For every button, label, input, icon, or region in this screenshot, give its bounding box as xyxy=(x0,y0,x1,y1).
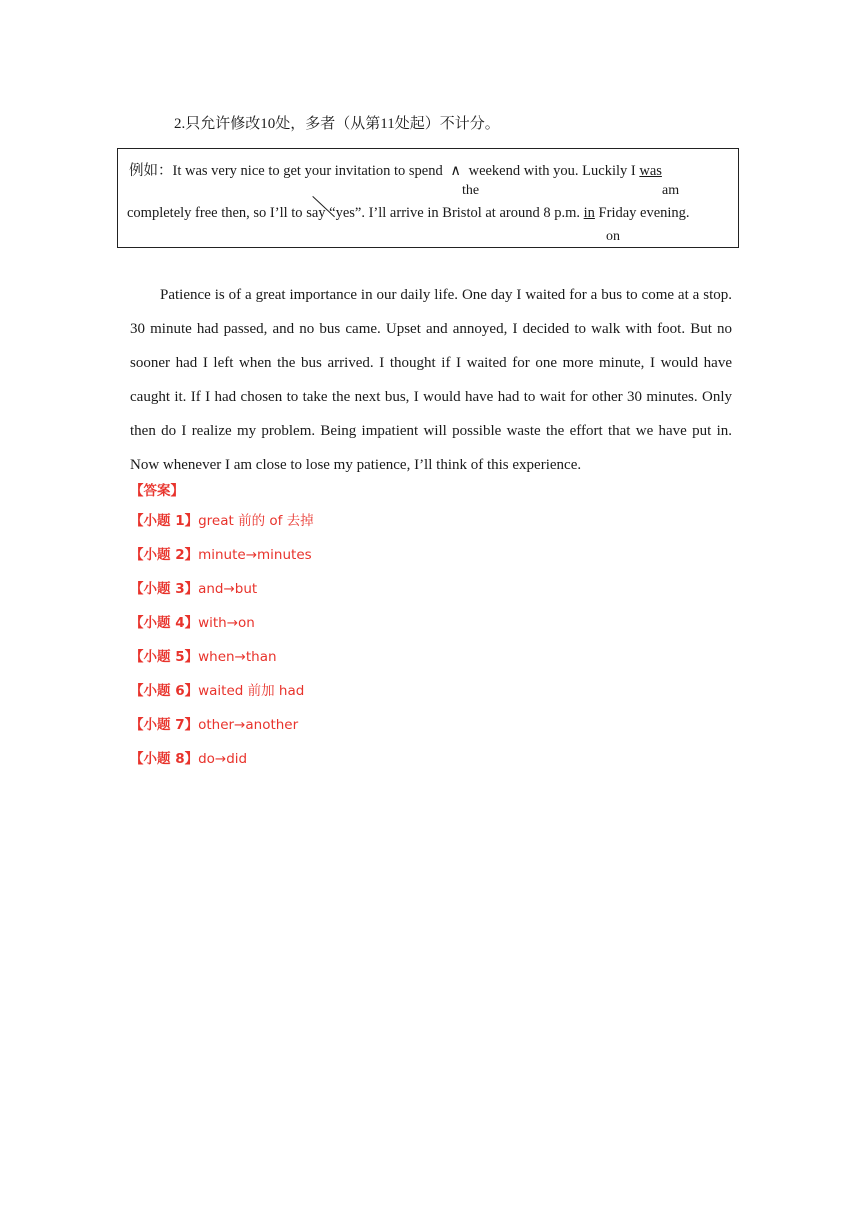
example-text-1a: It was very nice to get your invitation to spend xyxy=(172,163,443,179)
answer-item-2: 【小题 2】minute→minutes xyxy=(130,547,312,563)
answers-header: 【答案】 xyxy=(130,483,184,499)
example-text-2c: Friday evening. xyxy=(598,205,690,221)
example-text-2a: completely free then, so I’ll xyxy=(127,205,288,221)
correction-the: the xyxy=(462,183,480,198)
answer-item-4: 【小题 4】with→on xyxy=(130,615,255,631)
example-prefix: 例如： xyxy=(129,163,173,179)
example-text-2b: say “yes”. I’ll arrive in Bristol at around 8 p.m. xyxy=(306,205,581,221)
example-box xyxy=(117,148,739,248)
answer-item-7: 【小题 7】other→another xyxy=(130,717,299,733)
underlined-word-in: in xyxy=(583,205,595,221)
answer-item-8: 【小题 8】do→did xyxy=(130,751,248,767)
example-text-1b: weekend with you. Luckily I xyxy=(468,163,636,179)
correction-on: on xyxy=(606,229,620,244)
answers-section xyxy=(130,478,314,776)
caret-mark: ∧ xyxy=(450,163,461,179)
answer-item-1: 【小题 1】great 前的 of 去掉 xyxy=(130,513,314,529)
answer-item-6: 【小题 6】waited 前加 had xyxy=(130,683,305,699)
underlined-word-was: was xyxy=(639,163,662,179)
correction-am: am xyxy=(662,183,680,198)
example-line-1 xyxy=(129,159,662,180)
example-line-2 xyxy=(127,205,690,222)
passage-text: Patience is of a great importance in our daily life. One day I waited for a bus to come at a stop. 30 minute had passed, and no bus came. Upset and annoyed, I decided to walk with foot. But no sooner had I left when the bus arrived. I thought if I waited for one more minute, I would have caught it. If I had chosen to take the next bus, I would have had to wait for other 30 minutes. Only then do I realize my problem. Being impatient will possible waste the effort that we have put in. Now whenever I am close to lose my patience, I’ll think of this experience. xyxy=(130,287,732,473)
struck-word-to: to xyxy=(291,205,303,221)
answer-item-5: 【小题 5】when→than xyxy=(130,649,277,665)
answer-item-3: 【小题 3】and→but xyxy=(130,581,258,597)
rule-text: 2.只允许修改10处，多者（从第11处起）不计分。 xyxy=(174,116,500,132)
